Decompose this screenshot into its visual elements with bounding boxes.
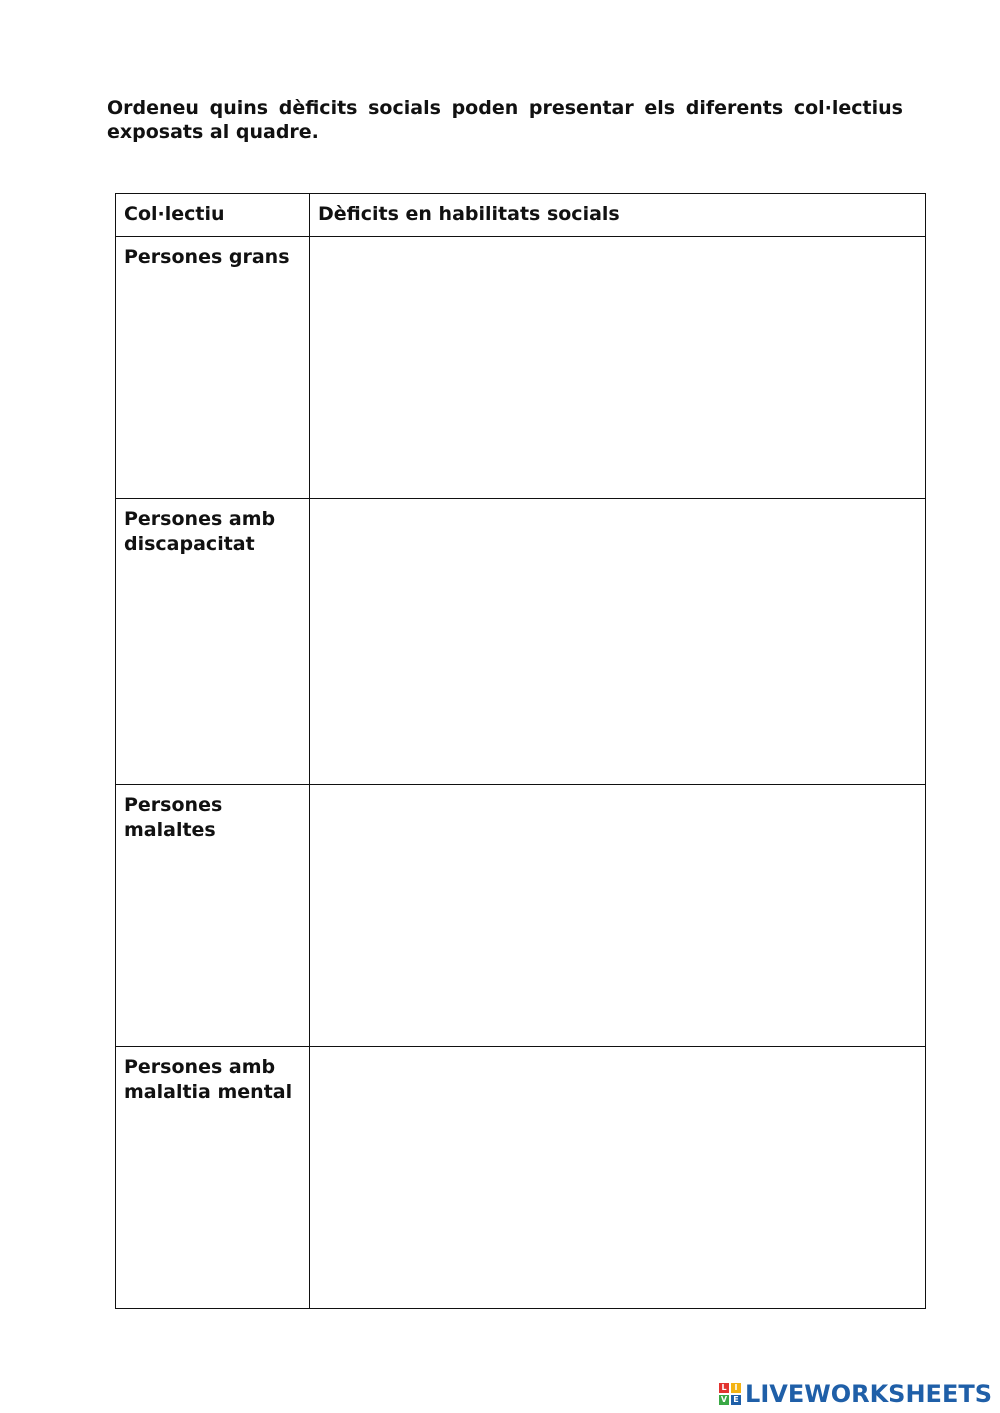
deficits-answer-cell[interactable] xyxy=(310,785,926,1047)
logo-mark-letter: V xyxy=(720,1395,728,1404)
logo-mark-letter: E xyxy=(731,1395,741,1405)
table-row xyxy=(116,237,926,499)
deficits-table xyxy=(115,193,926,1309)
table-row xyxy=(116,1047,926,1309)
deficits-answer-cell[interactable] xyxy=(310,1047,926,1309)
table-row xyxy=(116,785,926,1047)
deficits-answer-cell[interactable] xyxy=(310,499,926,785)
table-row xyxy=(116,499,926,785)
logo-text: LIVEWORKSHEETS xyxy=(745,1380,992,1408)
logo-mark-icon xyxy=(719,1383,741,1405)
liveworksheets-logo xyxy=(719,1381,992,1407)
collective-label: Persones amb malaltia mental xyxy=(116,1047,310,1309)
header-collective: Col·lectiu xyxy=(116,194,310,237)
collective-label: Persones malaltes xyxy=(116,785,310,1047)
logo-mark-letter: I xyxy=(731,1383,741,1393)
table-header-row xyxy=(116,194,926,237)
collective-label: Persones amb discapacitat xyxy=(116,499,310,785)
deficits-answer-cell[interactable] xyxy=(310,237,926,499)
collective-label: Persones grans xyxy=(116,237,310,499)
logo-mark-letter: L xyxy=(719,1383,729,1393)
header-deficits: Dèficits en habilitats socials xyxy=(310,194,926,237)
instructions-text: Ordeneu quins dèficits socials poden presentar els diferents col·lectius exposats al quadre. xyxy=(107,97,903,143)
